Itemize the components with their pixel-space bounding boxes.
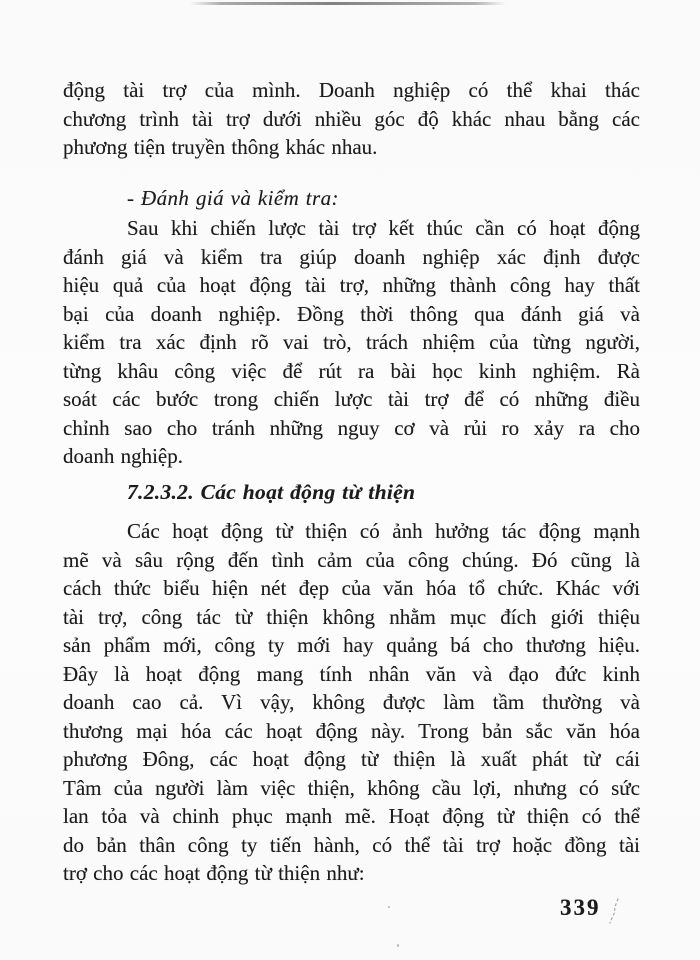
- text-line: soát các bước trong chiến lược tài trợ để có những điều: [63, 387, 640, 411]
- text-line: phương Đông, các hoạt động từ thiện là xuất phát từ cái: [63, 747, 640, 771]
- text-line: từng khâu công việc để rút ra bài học kinh nghiệm. Rà: [63, 358, 640, 383]
- text-line: doanh nghiệp.: [63, 444, 183, 468]
- scan-artifact-line: [190, 2, 506, 5]
- text-line: trợ cho các hoạt động từ thiện như:: [63, 861, 365, 885]
- text-line: doanh cao cả. Vì vậy, không được làm tầm thường và: [63, 690, 640, 714]
- text-line: lan tỏa và chinh phục mạnh mẽ. Hoạt động từ thiện có thể: [63, 804, 640, 828]
- text-line: hiệu quả của hoạt động tài trợ, những thành công hay thất: [63, 273, 640, 297]
- paragraph: [63, 517, 640, 888]
- text-line: Các hoạt động từ thiện có ảnh hưởng tác động mạnh: [127, 519, 640, 543]
- text-line: mẽ và sâu rộng đến tình cảm của công chúng. Đó cũng là: [63, 547, 640, 572]
- text-line: tài trợ, công tác từ thiện không nhằm mục đích giới thiệu: [63, 604, 640, 629]
- text-line: Đây là hoạt động mang tính nhân văn và đạo đức kinh: [63, 661, 640, 686]
- text-line: chỉnh sao cho tránh những nguy cơ và rủi ro xảy ra cho: [63, 415, 640, 440]
- text-line: bại của doanh nghiệp. Đồng thời thông qua đánh giá và: [63, 301, 640, 326]
- text-line: chương trình tài trợ dưới nhiều góc độ khác nhau bằng các: [63, 106, 640, 131]
- text-line: cách thức biểu hiện nét đẹp của văn hóa tổ chức. Khác với: [63, 576, 640, 600]
- text-line: động tài trợ của mình. Doanh nghiệp có thể khai thác: [63, 78, 640, 102]
- text-line: thương mại hóa các hoạt động này. Trong bản sắc văn hóa: [63, 718, 640, 743]
- page-number: 339: [560, 895, 601, 920]
- paragraph: [63, 76, 640, 162]
- pen-mark-artifact: [607, 896, 623, 926]
- text-line: do bản thân công ty tiến hành, có thể tài trợ hoặc đồng tài: [63, 832, 640, 857]
- scan-speck: [388, 906, 390, 908]
- text-line: phương tiện truyền thông khác nhau.: [63, 135, 378, 159]
- text-line: đánh giá và kiểm tra giúp doanh nghiệp xác định được: [63, 244, 640, 269]
- subsection-heading-danh-gia-kiem-tra: - Đánh giá và kiểm tra:: [127, 185, 339, 210]
- text-line: kiểm tra xác định rõ vai trò, trách nhiệm của từng người,: [63, 330, 640, 354]
- text-line: Tâm của người làm việc thiện, không cầu lợi, nhưng có sức: [63, 775, 640, 800]
- page-text-block: [63, 76, 640, 888]
- scan-speck: [397, 944, 399, 947]
- paragraph: [63, 214, 640, 471]
- text-line: Sau khi chiến lược tài trợ kết thúc cần có hoạt động: [127, 216, 640, 240]
- text-line: sản phẩm mới, công ty mới hay quảng bá cho thương hiệu.: [63, 633, 640, 657]
- section-heading-7232-cac-hoat-dong-tu-thien: 7.2.3.2. Các hoạt động từ thiện: [127, 479, 416, 504]
